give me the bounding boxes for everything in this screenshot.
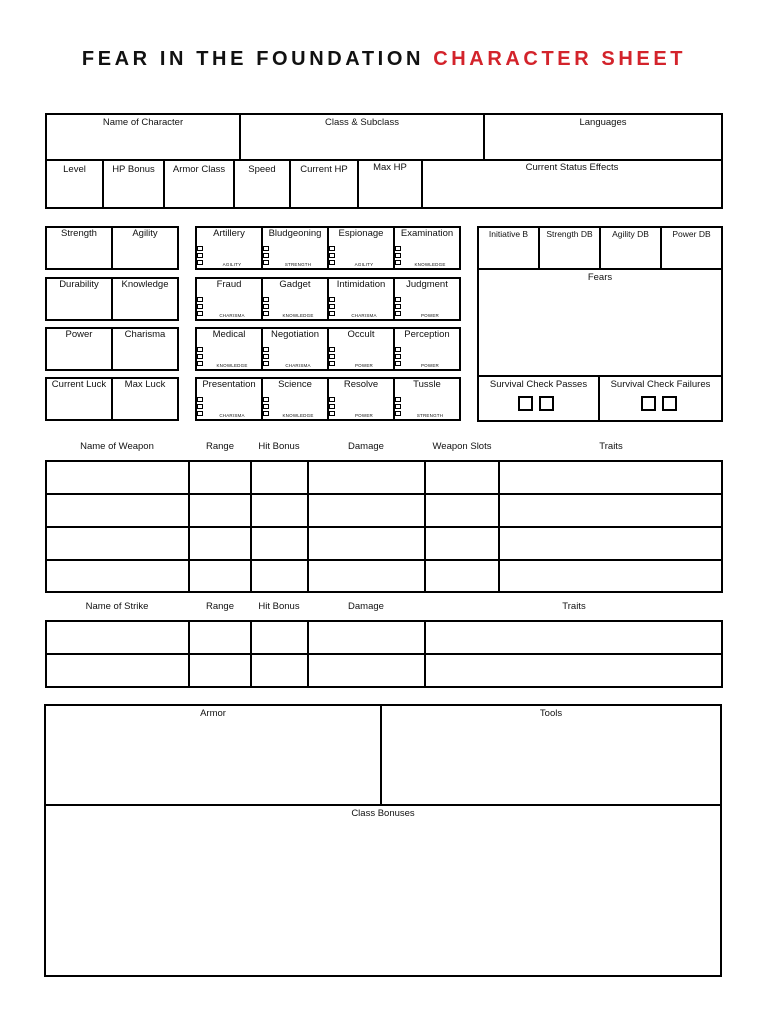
survival-passes-label: Survival Check Passes bbox=[489, 379, 588, 390]
stat-strength[interactable]: Strength bbox=[61, 228, 97, 239]
stat-max-luck[interactable]: Max Luck bbox=[124, 379, 166, 390]
skill-attribute: AGILITY bbox=[354, 262, 374, 267]
weapon-header-damage: Damage bbox=[348, 441, 384, 452]
name-field[interactable]: Name of Character bbox=[102, 117, 184, 128]
power-db[interactable]: Power DB bbox=[672, 229, 711, 239]
skill-attribute: STRENGTH bbox=[416, 413, 444, 418]
hp-bonus-field[interactable]: HP Bonus bbox=[112, 164, 155, 175]
skill-negotiation[interactable]: Negotiation bbox=[270, 329, 320, 340]
skill-medical[interactable]: Medical bbox=[212, 329, 246, 340]
skill-science[interactable]: Science bbox=[278, 379, 312, 390]
skill-resolve[interactable]: Resolve bbox=[343, 379, 379, 390]
weapon-header-name: Name of Weapon bbox=[80, 441, 154, 452]
stat-durability[interactable]: Durability bbox=[59, 279, 99, 290]
skill-gadget[interactable]: Gadget bbox=[279, 279, 311, 290]
languages-field[interactable]: Languages bbox=[579, 117, 627, 128]
stat-knowledge[interactable]: Knowledge bbox=[121, 279, 169, 290]
strike-header-name: Name of Strike bbox=[85, 601, 149, 612]
skill-attribute: AGILITY bbox=[222, 262, 242, 267]
skill-attribute: POWER bbox=[420, 363, 439, 368]
skill-attribute: CHARISMA bbox=[285, 363, 311, 368]
strike-header-range: Range bbox=[206, 601, 234, 612]
strength-db[interactable]: Strength DB bbox=[546, 229, 593, 239]
current-hp-field[interactable]: Current HP bbox=[300, 164, 348, 175]
fears-field[interactable]: Fears bbox=[587, 272, 613, 283]
survival-fail-checkbox-1[interactable] bbox=[641, 396, 656, 411]
tools-field[interactable]: Tools bbox=[539, 708, 563, 719]
skill-attribute: CHARISMA bbox=[351, 313, 377, 318]
level-field[interactable]: Level bbox=[63, 164, 86, 175]
skill-fraud[interactable]: Fraud bbox=[216, 279, 242, 290]
stat-agility[interactable]: Agility bbox=[132, 228, 158, 239]
skill-attribute: POWER bbox=[354, 413, 373, 418]
weapon-header-hit-bonus: Hit Bonus bbox=[258, 441, 300, 452]
stat-charisma[interactable]: Charisma bbox=[124, 329, 166, 340]
class-bonuses-field[interactable]: Class Bonuses bbox=[351, 808, 415, 819]
skill-presentation[interactable]: Presentation bbox=[202, 379, 256, 390]
skill-attribute: POWER bbox=[420, 313, 439, 318]
armor-field[interactable]: Armor bbox=[200, 708, 226, 719]
strike-header-damage: Damage bbox=[348, 601, 384, 612]
armor-class-field[interactable]: Armor Class bbox=[172, 164, 226, 175]
title-part1: FEAR IN THE FOUNDATION bbox=[81, 48, 425, 70]
initiative-bonus[interactable]: Initiative B bbox=[488, 229, 529, 239]
survival-fail-checkbox-2[interactable] bbox=[662, 396, 677, 411]
status-effects-field[interactable]: Current Status Effects bbox=[525, 162, 619, 173]
speed-field[interactable]: Speed bbox=[248, 164, 276, 175]
skill-intimidation[interactable]: Intimidation bbox=[336, 279, 386, 290]
skill-attribute: CHARISMA bbox=[219, 313, 245, 318]
survival-failures-label: Survival Check Failures bbox=[610, 379, 711, 390]
skill-espionage[interactable]: Espionage bbox=[338, 228, 384, 239]
skill-occult[interactable]: Occult bbox=[347, 329, 375, 340]
weapon-header-range: Range bbox=[206, 441, 234, 452]
skill-attribute: KNOWLEDGE bbox=[414, 262, 446, 267]
survival-pass-checkbox-2[interactable] bbox=[539, 396, 554, 411]
skill-judgment[interactable]: Judgment bbox=[406, 279, 448, 290]
stat-current-luck[interactable]: Current Luck bbox=[51, 379, 107, 390]
title-part2: CHARACTER SHEET bbox=[433, 48, 687, 70]
bottom-block bbox=[44, 704, 722, 977]
weapon-header-slots: Weapon Slots bbox=[432, 441, 492, 452]
skill-tussle[interactable]: Tussle bbox=[413, 379, 441, 390]
class-field[interactable]: Class & Subclass bbox=[325, 117, 399, 128]
skill-bludgeoning[interactable]: Bludgeoning bbox=[268, 228, 322, 239]
skill-attribute: KNOWLEDGE bbox=[282, 413, 314, 418]
page-title bbox=[0, 48, 768, 71]
max-hp-field[interactable]: Max HP bbox=[373, 162, 407, 173]
skill-attribute: KNOWLEDGE bbox=[282, 313, 314, 318]
skill-examination[interactable]: Examination bbox=[400, 228, 454, 239]
skill-attribute: CHARISMA bbox=[219, 413, 245, 418]
skill-attribute: KNOWLEDGE bbox=[216, 363, 248, 368]
survival-pass-checkbox-1[interactable] bbox=[518, 396, 533, 411]
agility-db[interactable]: Agility DB bbox=[612, 229, 649, 239]
strike-header-hit-bonus: Hit Bonus bbox=[258, 601, 300, 612]
skill-attribute: STRENGTH bbox=[284, 262, 312, 267]
skill-artillery[interactable]: Artillery bbox=[213, 228, 245, 239]
strike-header-traits: Traits bbox=[562, 601, 586, 612]
skill-perception[interactable]: Perception bbox=[404, 329, 450, 340]
skill-attribute: POWER bbox=[354, 363, 373, 368]
stat-power[interactable]: Power bbox=[65, 329, 93, 340]
weapon-header-traits: Traits bbox=[599, 441, 623, 452]
